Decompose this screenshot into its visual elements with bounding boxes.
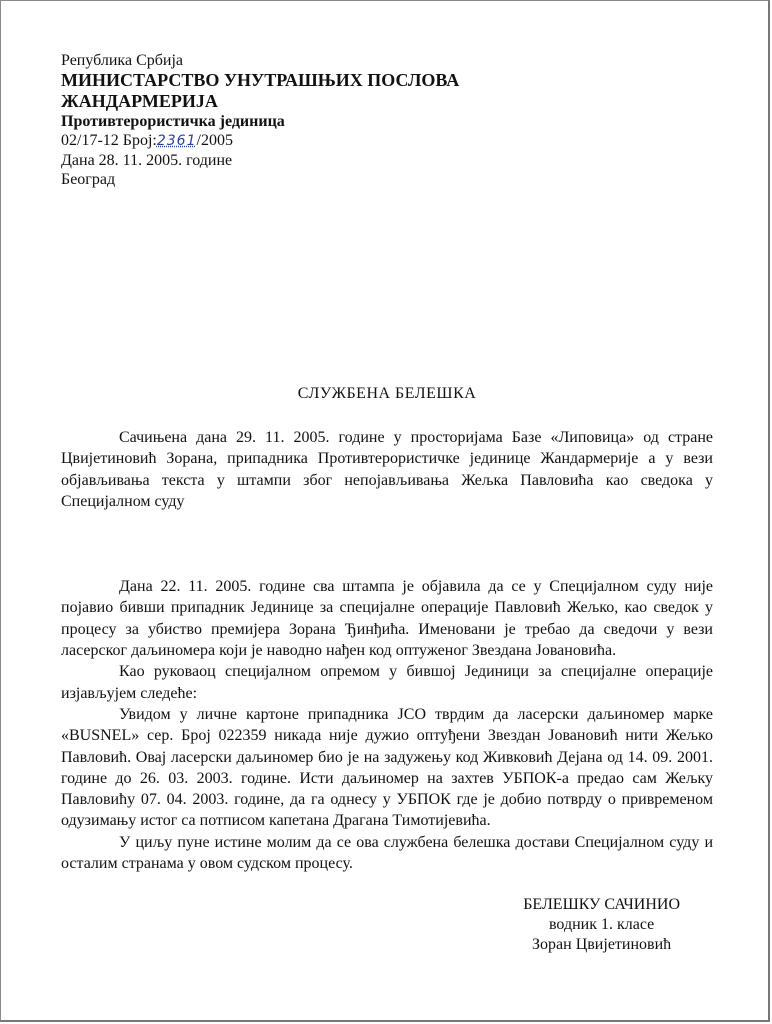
signature-block bbox=[523, 895, 680, 955]
city-line: Београд bbox=[61, 171, 116, 188]
signature-name: Зоран Цвијетиновић bbox=[532, 936, 672, 953]
letterhead bbox=[61, 51, 459, 189]
signature-heading: БЕЛЕШКУ САЧИНИО bbox=[523, 896, 680, 913]
body-paragraph: Увидом у личне картоне припадника ЈСО тврдим да ласерски даљиномер марке «BUSNEL» сер. Број 022359 никада није дужио оптуђени Звездан Јовановић нити Жељко Павловић. Овај ласерски даљиномер био је на задужењу код Живковић Дејана од 14. 09. 2001. године до 26. 03. 2003. године. Исти даљиномер на захтев УБПОК-а предао сам Жељку Павловићу 07. 04. 2003. године, да га однесу у УБПОК где је добио потврду о привременом одузимању истог са потписом капетана Драгана Тимотијевића. bbox=[61, 705, 713, 830]
handwritten-number: 2361 bbox=[156, 133, 197, 149]
body-paragraph: Сачињена дана 29. 11. 2005. године у просторијама Базе «Липовица» од стране Цвијетиновић Зорана, припадника Противтерористичке јединице Жандармерије а у вези објављивања текста у штампи због непојављивања Жељка Павловића као сведока у Специјалном суду bbox=[61, 429, 713, 510]
signature-rank: водник 1. класе bbox=[548, 916, 655, 933]
country-line: Република Србија bbox=[61, 52, 183, 69]
unit-line: Противтерористичка јединица bbox=[61, 113, 285, 130]
body-paragraph: Као руковаоц специјалном опремом у бившој Јединици за специјалне операције изјављујем следеће: bbox=[61, 663, 713, 702]
document-title: СЛУЖБЕНА БЕЛЕШКА bbox=[297, 385, 477, 402]
document-number-prefix: 02/17-12 Број: bbox=[61, 132, 157, 149]
document-number-line bbox=[61, 131, 459, 151]
document-number-suffix: /2005 bbox=[196, 132, 233, 149]
date-line: Дана 28. 11. 2005. године bbox=[61, 152, 233, 169]
body-paragraph: Дана 22. 11. 2005. године сва штампа је објавила да се у Специјалном суду није појавио бивши припадник Јединице за специјалне операције Павловић Жељко, као сведок у процесу за убиство премијера Зорана Ђинђића. Именовани је требао да сведочи у вези ласерског даљиномера који је наводно нађен код оптуженог Звездана Јовановића. bbox=[61, 578, 713, 660]
ministry-line: МИНИСТАРСТВО УНУТРАШЊИХ ПОСЛОВА bbox=[61, 70, 460, 90]
body-paragraph: У циљу пуне истине молим да се ова службена белешка достави Специјалном суду и осталим странама у овом судском процесу. bbox=[61, 833, 713, 873]
gendarmerie-line: ЖАНДАРМЕРИЈА bbox=[61, 91, 218, 111]
document-body bbox=[61, 427, 713, 874]
